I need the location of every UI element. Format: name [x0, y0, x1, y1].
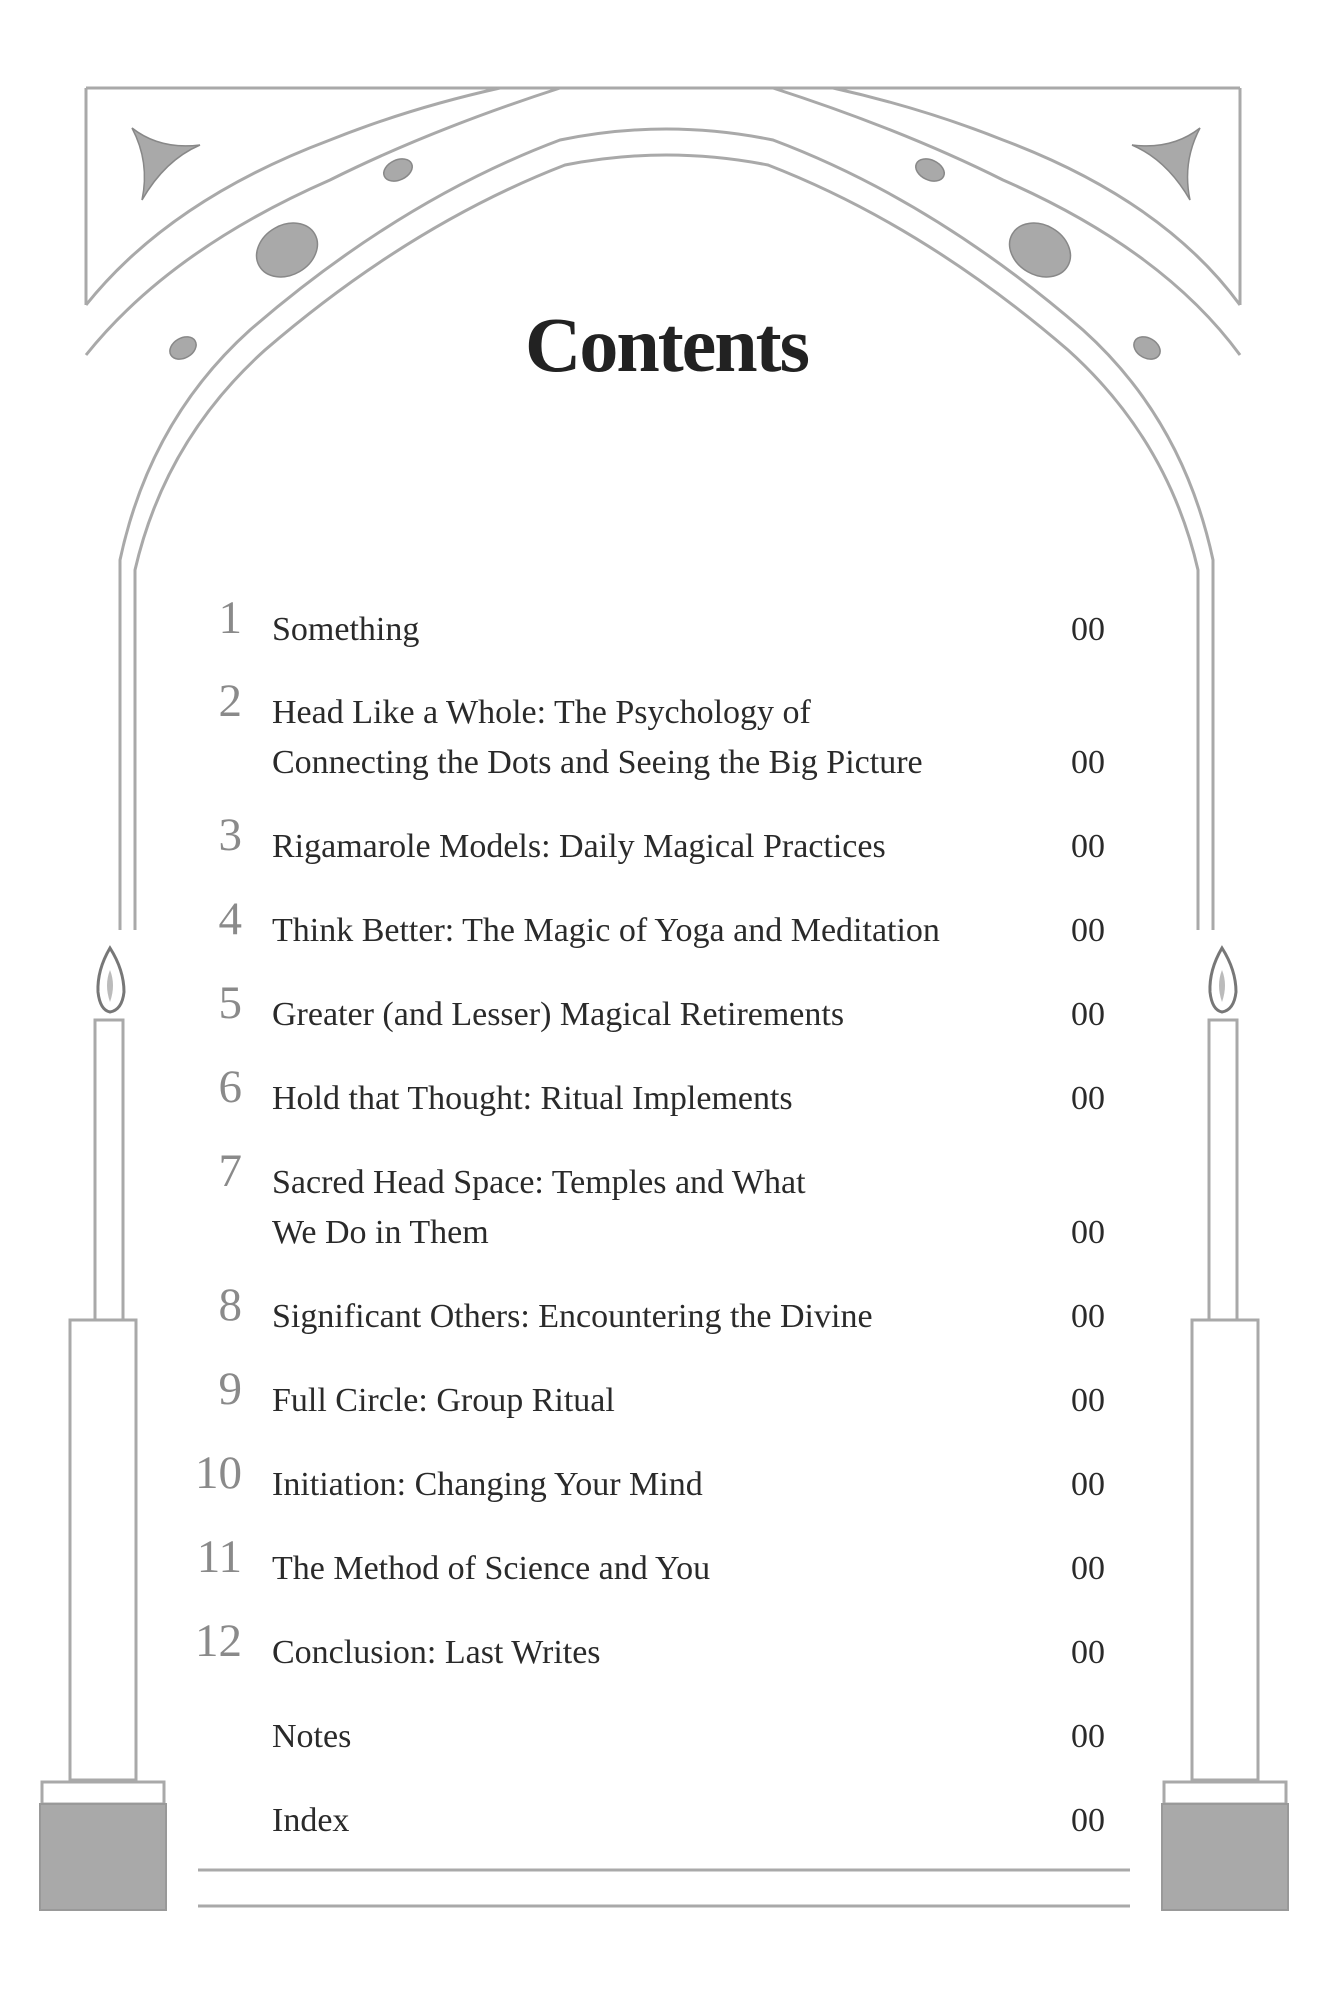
page-number: 00	[1071, 996, 1105, 1033]
chapter-title	[272, 1544, 1022, 1594]
chapter-title	[272, 990, 1022, 1040]
chapter-number: 12	[195, 1615, 242, 1667]
chapter-title-line: Think Better: The Magic of Yoga and Meditation	[272, 912, 940, 949]
chapter-title-line: Something	[272, 611, 420, 648]
chapter-title-line: We Do in Them	[272, 1214, 489, 1251]
page-title: Contents	[524, 301, 808, 388]
section-title	[272, 1796, 1022, 1846]
page-number: 00	[1071, 1466, 1105, 1503]
chapter-title	[272, 605, 1022, 655]
chapter-title-line: Sacred Head Space: Temples and What	[272, 1164, 806, 1201]
chapter-title-line: Initiation: Changing Your Mind	[272, 1466, 703, 1503]
chapter-title-line: Head Like a Whole: The Psychology of	[272, 694, 811, 731]
page-number: 00	[1071, 1080, 1105, 1117]
chapter-number: 6	[218, 1061, 242, 1113]
page-number: 00	[1071, 1634, 1105, 1671]
chapter-number: 1	[218, 592, 242, 644]
page-number: 00	[1071, 912, 1105, 949]
chapter-title	[272, 1376, 1022, 1426]
page-number: 00	[1071, 828, 1105, 865]
chapter-number: 3	[218, 809, 242, 861]
page-number: 00	[1071, 1298, 1105, 1335]
chapter-title	[272, 688, 1022, 788]
chapter-title	[272, 822, 1022, 872]
chapter-title	[272, 1292, 1022, 1342]
page-number: 00	[1071, 1382, 1105, 1419]
page-number: 00	[1071, 1214, 1105, 1251]
chapter-title-line: Full Circle: Group Ritual	[272, 1382, 615, 1419]
page-number: 00	[1071, 1718, 1105, 1755]
chapter-title-line: Hold that Thought: Ritual Implements	[272, 1080, 793, 1117]
chapter-number: 2	[218, 675, 242, 727]
section-title	[272, 1712, 1022, 1762]
chapter-number: 9	[218, 1363, 242, 1415]
chapter-title-line: Conclusion: Last Writes	[272, 1634, 601, 1671]
page-number: 00	[1071, 611, 1105, 648]
chapter-title	[272, 906, 1022, 956]
page-number: 00	[1071, 744, 1105, 781]
chapter-title-line: The Method of Science and You	[272, 1550, 711, 1587]
chapter-number: 10	[195, 1447, 242, 1499]
chapter-title-line: Greater (and Lesser) Magical Retirements	[272, 996, 845, 1033]
toc-entry	[180, 675, 1120, 788]
chapter-number: 7	[218, 1145, 242, 1197]
chapter-title	[272, 1074, 1022, 1124]
chapter-title-line: Significant Others: Encountering the Divine	[272, 1298, 873, 1335]
chapter-number: 8	[218, 1279, 242, 1331]
page-number: 00	[1071, 1802, 1105, 1839]
toc-entry-index	[180, 1796, 1120, 1896]
chapter-title	[272, 1628, 1022, 1678]
chapter-number: 11	[196, 1531, 242, 1583]
chapter-title-line: Rigamarole Models: Daily Magical Practices	[272, 828, 886, 865]
chapter-title	[272, 1158, 1022, 1258]
chapter-title-line: Connecting the Dots and Seeing the Big Picture	[272, 744, 923, 781]
section-title-line: Notes	[272, 1718, 352, 1755]
chapter-title	[272, 1460, 1022, 1510]
chapter-number: 4	[218, 893, 242, 945]
page-number: 00	[1071, 1550, 1105, 1587]
section-title-line: Index	[272, 1802, 350, 1839]
chapter-number: 5	[218, 977, 242, 1029]
toc-entry	[180, 1145, 1120, 1258]
